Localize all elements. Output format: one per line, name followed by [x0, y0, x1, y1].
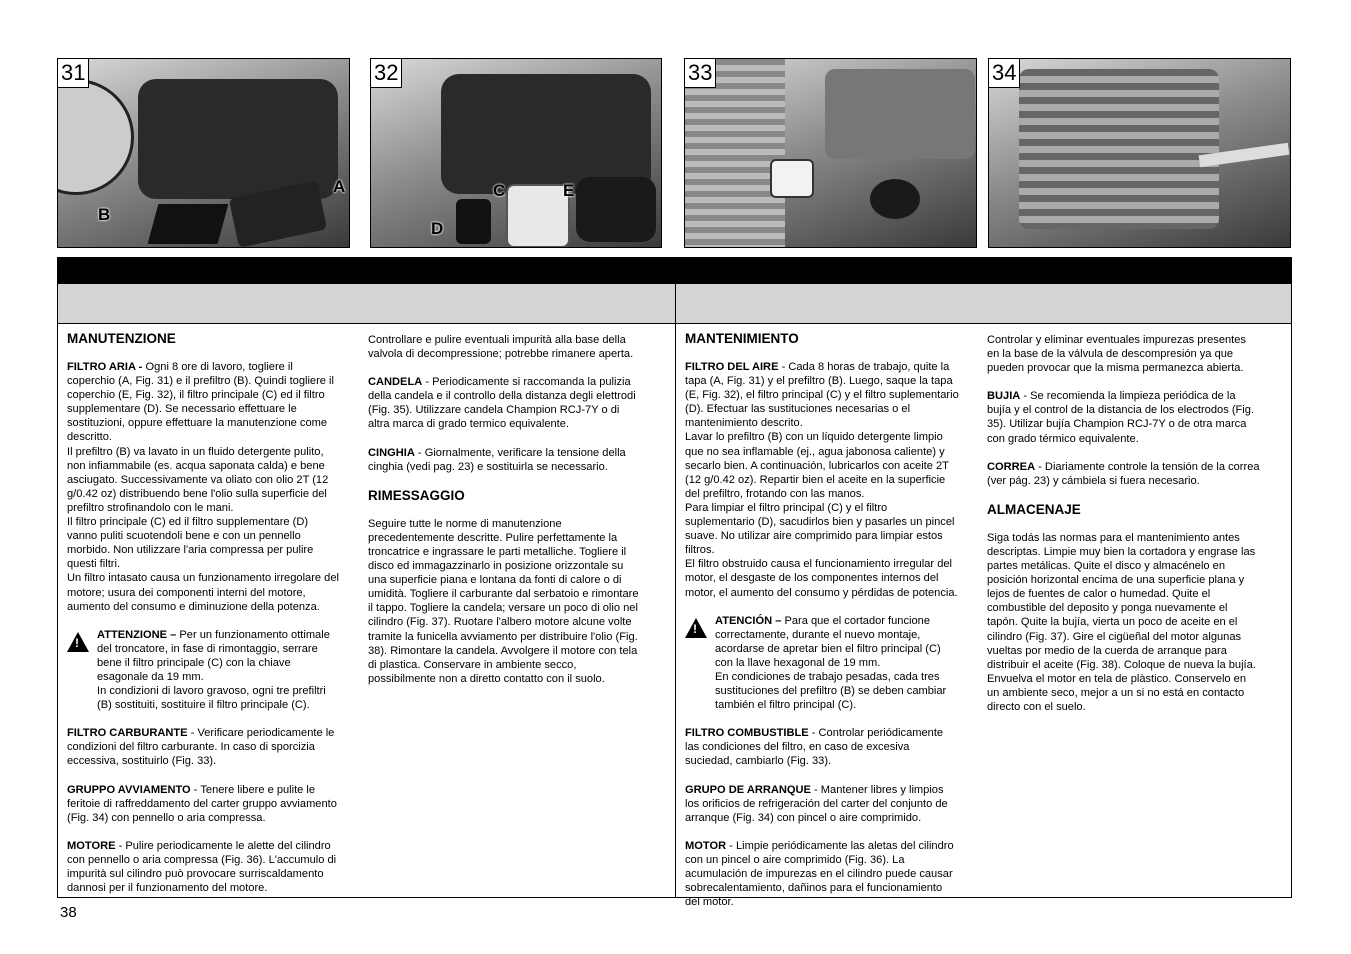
paragraph: CINGHIA - Giornalmente, verificare la tensione della cinghia (vedi pag. 23) e sostituirla se necessario.	[368, 446, 626, 473]
paragraph: Il filtro principale (C) ed il filtro supplementare (D) vanno puliti scuotendoli bene e con un pennello morbido. Non utilizzare l'aria compressa per pulire questi filtri.	[67, 516, 314, 571]
spanish-column-2	[987, 333, 1261, 728]
paragraph: Un filtro intasato causa un funzionamento irregolare del motore; usura dei componenti interni del motore, aumento del consumo e diminuzione della potenza.	[67, 572, 339, 613]
starter-housing	[1019, 69, 1219, 229]
paragraph: CANDELA - Periodicamente si raccomanda la pulizia della candela e il controllo della distanza degli elettrodi (Fig. 35). Utilizzare candela Champion RCJ-7Y o di altra marca di grado termico equivalente.	[368, 376, 636, 431]
label-d: D	[431, 219, 444, 238]
figure-number: 34	[989, 59, 1020, 88]
fuel-tank-handle	[825, 69, 975, 159]
label-b: B	[98, 205, 111, 224]
figure-number: 33	[685, 59, 716, 88]
section-title: MANTENIMIENTO	[685, 331, 799, 346]
warning-icon	[67, 632, 89, 652]
figure-33	[684, 58, 977, 248]
figure-32	[370, 58, 662, 248]
paragraph: GRUPO DE ARRANQUE - Mantener libres y limpios los orificios de refrigeración del carter del conjunto de arranque (Fig. 34) con pincel o aire comprimido.	[685, 783, 948, 824]
label-c: C	[493, 181, 506, 200]
paragraph: GRUPPO AVVIAMENTO - Tenere libere e pulite le feritoie di raffreddamento del carter gruppo avviamento (Fig. 34) con pennello o aria compressa.	[67, 783, 337, 824]
figure-34	[988, 58, 1291, 248]
paragraph: Siga todás las normas para el mantenimiento antes descriptas. Limpie muy bien la cortadora y engrase las partes metálicas. Quite el disco y almacénelo en posición horizontal encima de una superficie plana y lejos de fuentes de calor o humedad. Quite el combustible del deposito y ponga nuevamente el tapón. Quite la bujía, vierta un poco de aceite en el cilindro (Fig. 37). Gire el cigüeñal del motor algunas vueltas por medio de la cuerda de arranque para distribuir el aceite (Fig. 38). Coloque de nueva la bujía. Envuelva el motor en tela de plàstico. Conservelo en un ambiente seco, mejor a un si no está en contacto directo con el suelo.	[987, 531, 1256, 713]
supplementary-filter	[456, 199, 491, 244]
page-number: 38	[60, 904, 77, 921]
paragraph: El filtro obstruido causa el funcionamiento irregular del motor, el desgaste de los componentes internos del motor, el aumento del consumo y pérdidas de potencia.	[685, 558, 958, 599]
section-header-bar	[57, 257, 1292, 283]
paragraph: MOTOR - Limpie periódicamente las aletas del cilindro con un pincel o aire comprimido (Fig. 36). La acumulación de impurezas en el cilindro puede causar sobrecalentamiento, dañinos para el funcionamiento del motor.	[685, 839, 954, 909]
section-title: ALMACENAJE	[987, 501, 1081, 517]
paragraph: Seguire tutte le norme di manutenzione precedentemente descritte. Pulire perfettamente la troncatrice e ingrassare le parti metalliche. Togliere il disco ed immagazzinarlo in posizione orizzontale su una superficie piana e lontana da fonti di calore o di umidità. Togliere il carburante dal serbatoio e rimontare il tappo. Togliere la candela; versare un poco di olio nel cilindro (Fig. 37). Ruotare l'albero motore alcune volte tramite la funicella avviamento per distribuire l'olio (Fig. 38). Rimontare la candela. Avvolgere il motore con tela di plastica. Conservare in ambiente secco, possibilmente non a diretto contatto con il suolo.	[368, 517, 639, 685]
figure-number: 31	[58, 59, 89, 88]
paragraph: Para limpiar el filtro principal (C) y el filtro suplementario (D), sacudirlos bien y pasarles un pincel suave. No utilizar aire comprimido para limpiar estos filtros.	[685, 501, 955, 557]
prefilter-part	[148, 204, 229, 244]
machine-body	[441, 74, 651, 194]
paragraph: Lavar lo prefiltro (B) con un líquido detergente limpio que no sea inflamable (ej., agua jabonosa caliente) y secarlo bien. A continuación, lubricarlos con aceite 2T (12 g/0.42 oz). Repartir bien el aceite en la superficie del prefiltro, frotando con las manos.	[685, 431, 949, 500]
label-a: A	[333, 177, 346, 196]
fuel-filter	[770, 159, 814, 198]
figure-number: 32	[371, 59, 402, 88]
italian-column-2	[368, 333, 639, 700]
figure-31	[57, 58, 350, 248]
warning-block: ! ATENCIÓN – Para que el cortador funcione correctamente, durante el nuevo montaje, acordarse de apretar bien el filtro principal (C) con la llave hexagonal de 19 mm. En condiciones de trabajo pesadas, cada tres sustituciones del prefiltro (B) se deben cambiar también el filtro principal (C).	[685, 614, 959, 713]
filter-cover	[576, 177, 656, 242]
paragraph: Controllare e pulire eventuali impurità alla base della valvola di decompressione; potrebbe rimanere aperta.	[368, 334, 634, 361]
paragraph: BUJIA - Se recomienda la limpieza periódica de la bujía y el control de la distancia de los electrodos (Fig. 35). Utilizar bujía Champion RCJ-7Y o de otra marca con grado térmico equivalente.	[987, 390, 1255, 445]
paragraph: Controlar y eliminar eventuales impurezas presentes en la base de la válvula de descompresión ya que pueden provocar que la misma permanezca abierta.	[987, 334, 1246, 375]
section-title: RIMESSAGGIO	[368, 487, 465, 503]
cutting-disc	[57, 79, 134, 195]
language-divider	[675, 283, 676, 898]
label-e: E	[563, 181, 575, 200]
paragraph: MOTORE - Pulire periodicamente le alette del cilindro con pennello o aria compressa (Fig. 36). L'accumulo di impurità sul cilindro può provocare surriscaldamento dannosi per il funzionamento del motore.	[67, 839, 337, 895]
fuel-cap	[870, 179, 920, 219]
warning-icon	[685, 618, 707, 638]
paragraph: FILTRO DEL AIRE - Cada 8 horas de trabajo, quite la tapa (A, Fig. 31) y el prefiltro (B). Luego, saque la tapa (E, Fig. 32), el filtro principal (C) y el filtro suplementario (D). Efectuar las sustituciones necesarias o el mantenimiento descrito.	[685, 361, 959, 430]
spanish-column-1	[685, 331, 959, 923]
section-title: MANUTENZIONE	[67, 331, 176, 346]
paragraph: FILTRO ARIA - Ogni 8 ore di lavoro, togliere il coperchio (A, Fig. 31) e il prefiltro (B). Quindi togliere il coperchio (E, Fig. 32), il filtro principale (C) ed il filtro supplementare (D). Se necessario effettuare le sostituzioni, oppure effettuare la manutenzione come descritto.	[67, 361, 334, 444]
main-filter	[506, 184, 570, 248]
paragraph: Il prefiltro (B) va lavato in un fluido detergente pulito, non infiammabile (es. acqua saponata calda) e bene asciugato. Successivamente va oliato con olio 2T (12 g/0.42 oz) distribuendo bene l'olio sulla superficie del prefiltro strofinandolo con le mani.	[67, 445, 329, 514]
paragraph: FILTRO CARBURANTE - Verificare periodicamente le condizioni del filtro carburante. In caso di sporcizia eccessiva, sostituirlo (Fig. 33).	[67, 727, 335, 768]
warning-block: ! ATTENZIONE – Per un funzionamento ottimale del troncatore, in fase di rimontaggio, serrare bene il filtro principale (C) con la chiave esagonale da 19 mm. In condizioni di lavoro gravoso, ogni tre prefiltri (B) sostituiti, sostituire il filtro principale (C).	[67, 628, 340, 713]
italian-column-1	[67, 331, 340, 909]
paragraph: FILTRO COMBUSTIBLE - Controlar periódicamente las condiciones del filtro, en caso de excesiva suciedad, cambiarlo (Fig. 33).	[685, 727, 944, 768]
paragraph: CORREA - Diariamente controle la tensión de la correa (ver pág. 23) y cámbiela si fuera necesario.	[987, 460, 1260, 487]
